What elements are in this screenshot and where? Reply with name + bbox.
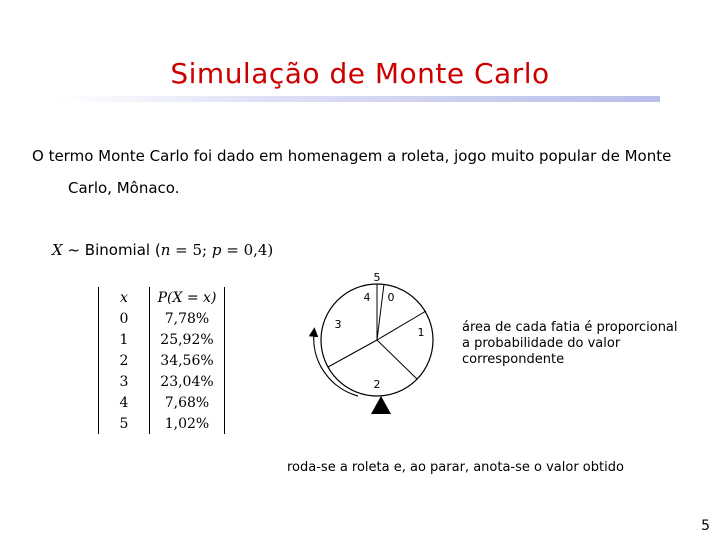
cell-x: 0 [99, 308, 150, 329]
cell-x: 3 [99, 371, 150, 392]
cell-probability: 1,02% [150, 413, 225, 434]
intro-line-1: O termo Monte Carlo foi dado em homenagem a roleta, jogo muito popular de Monte [32, 147, 672, 165]
cell-probability: 23,04% [150, 371, 225, 392]
table-row [99, 308, 225, 329]
roulette-caption: roda-se a roleta e, ao parar, anota-se o valor obtido [287, 460, 624, 475]
table-header-row [99, 287, 225, 308]
cell-probability: 34,56% [150, 350, 225, 371]
slide-title: Simulação de Monte Carlo [170, 57, 550, 90]
cell-x: 2 [99, 350, 150, 371]
column-header-probability: P(X = x) [150, 287, 225, 308]
table-row [99, 392, 225, 413]
slice-area-note: área de cada fatia é proporcional a probabilidade do valor correspondente [462, 320, 678, 367]
binomial-n-symbol: n [160, 241, 171, 259]
cell-x: 4 [99, 392, 150, 413]
wheel-label-4: 4 [363, 291, 371, 304]
cell-x: 5 [99, 413, 150, 434]
intro-paragraph [32, 140, 682, 204]
cell-probability: 25,92% [150, 329, 225, 350]
pointer-triangle-icon [371, 396, 391, 414]
wheel-label-2: 2 [373, 378, 381, 391]
cell-probability: 7,78% [150, 308, 225, 329]
wheel-label-5: 5 [373, 271, 381, 284]
title-underline-bar [60, 96, 660, 102]
binomial-p-symbol: p [211, 241, 222, 259]
wheel-label-3: 3 [334, 318, 342, 331]
wheel-label-1: 1 [417, 326, 425, 339]
roulette-wheel-diagram [300, 266, 450, 426]
binomial-p-value: = 0,4) [221, 241, 274, 259]
cell-probability: 7,68% [150, 392, 225, 413]
table-row [99, 371, 225, 392]
table-row [99, 413, 225, 434]
wheel-label-0: 0 [387, 291, 395, 304]
binomial-definition [52, 241, 273, 259]
table-row [99, 329, 225, 350]
binomial-dist-name: Binomial ( [84, 241, 161, 259]
binomial-tilde: ~ [62, 241, 85, 259]
binomial-variable: X [52, 241, 63, 259]
probability-table [98, 287, 225, 434]
cell-x: 1 [99, 329, 150, 350]
table-row [99, 350, 225, 371]
column-header-x: x [99, 287, 150, 308]
binomial-n-value: = 5; [170, 241, 212, 259]
page-number: 5 [701, 518, 710, 534]
intro-line-2: Carlo, Mônaco. [68, 179, 180, 197]
